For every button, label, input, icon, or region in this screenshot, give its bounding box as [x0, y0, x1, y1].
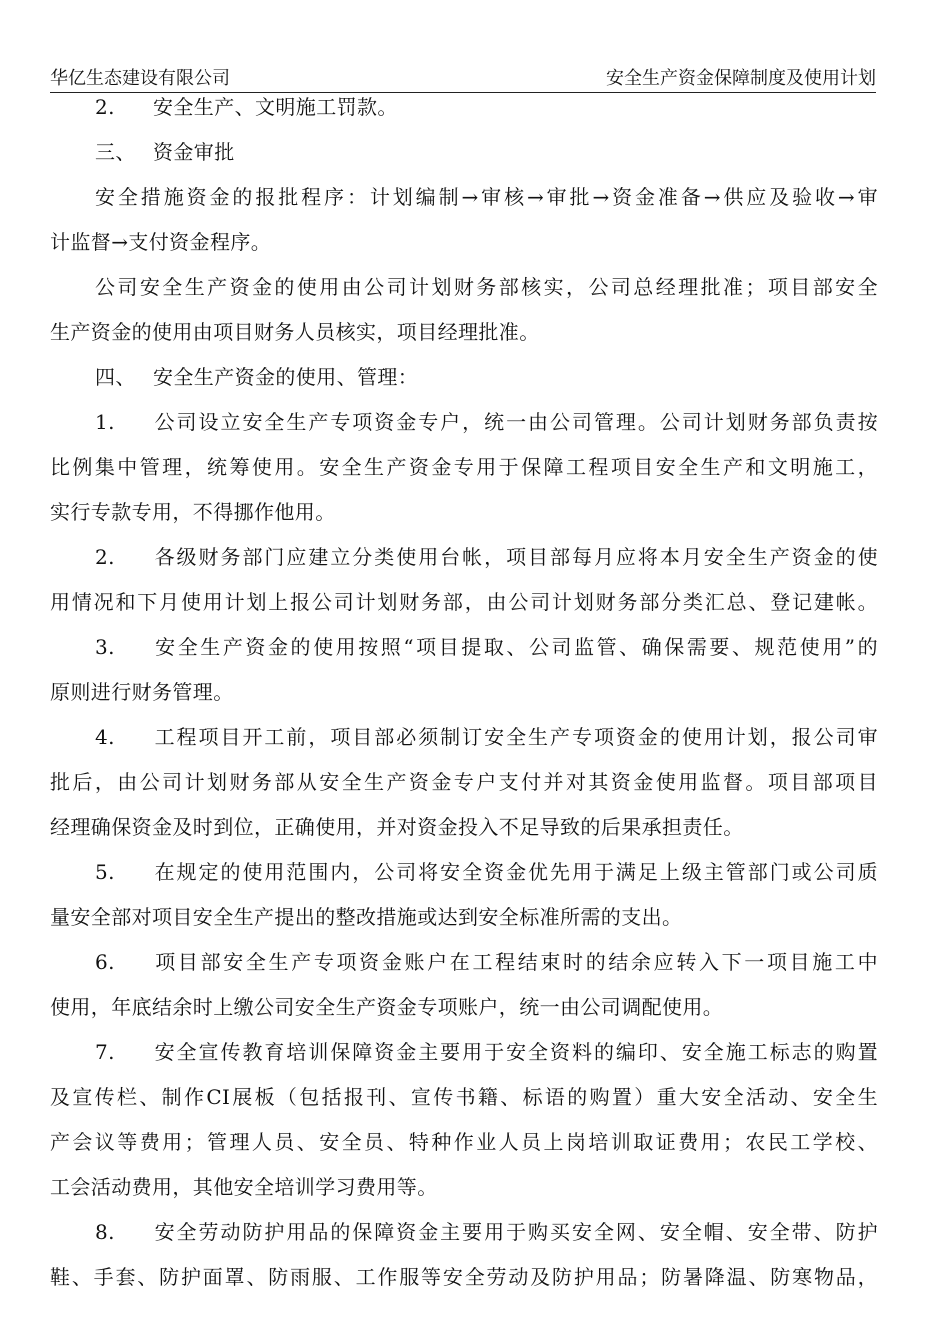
text-line	[50, 940, 878, 985]
text-line	[50, 175, 878, 220]
line-text: 比例集中管理，统筹使用。安全生产资金专用于保障工程项目安全生产和文明施工，	[50, 455, 878, 479]
line-text: 用情况和下月使用计划上报公司计划财务部，由公司计划财务部分类汇总、登记建帐。	[50, 590, 878, 614]
text-line	[50, 1165, 878, 1210]
text-line	[50, 220, 878, 265]
item-number: 5.	[95, 860, 115, 884]
text-line	[50, 85, 878, 130]
text-line	[50, 535, 878, 580]
line-text: 经理确保资金及时到位，正确使用，并对资金投入不足导致的后果承担责任。	[50, 815, 744, 839]
item-number: 8.	[95, 1220, 115, 1244]
text-line	[50, 670, 878, 715]
line-text: 生产资金的使用由项目财务人员核实，项目经理批准。	[50, 320, 540, 344]
line-text: 实行专款专用，不得挪作他用。	[50, 500, 336, 524]
line-text: 鞋、手套、防护面罩、防雨服、工作服等安全劳动及防护用品；防暑降温、防寒物品，	[50, 1265, 878, 1289]
line-text: 各级财务部门应建立分类使用台帐，项目部每月应将本月安全生产资金的使	[153, 545, 878, 569]
item-number: 2.	[95, 95, 115, 119]
document-body	[50, 85, 878, 1300]
line-text: 项目部安全生产专项资金账户在工程结束时的结余应转入下一项目施工中	[153, 950, 878, 974]
line-text: 资金审批	[153, 140, 235, 164]
item-number: 1.	[95, 410, 115, 434]
text-line	[50, 1030, 878, 1075]
line-text: 在规定的使用范围内，公司将安全资金优先用于满足上级主管部门或公司质	[153, 860, 878, 884]
item-number: 6.	[95, 950, 115, 974]
text-line	[50, 1120, 878, 1165]
text-line	[50, 715, 878, 760]
line-text: 公司安全生产资金的使用由公司计划财务部核实，公司总经理批准；项目部安全	[95, 275, 878, 299]
line-text: 工会活动费用，其他安全培训学习费用等。	[50, 1175, 438, 1199]
text-line	[50, 130, 878, 175]
line-text: 安全生产资金的使用按照“项目提取、公司监管、确保需要、规范使用”的	[153, 635, 878, 659]
item-number: 2.	[95, 545, 115, 569]
line-text: 计监督→支付资金程序。	[50, 230, 272, 254]
text-line	[50, 1210, 878, 1255]
item-number: 四、	[95, 365, 136, 389]
line-text: 原则进行财务管理。	[50, 680, 234, 704]
company-name: 华亿生态建设有限公司	[50, 68, 230, 89]
item-number: 3.	[95, 635, 115, 659]
line-text: 公司设立安全生产专项资金专户，统一由公司管理。公司计划财务部负责按	[153, 410, 878, 434]
text-line	[50, 580, 878, 625]
text-line	[50, 805, 878, 850]
text-line	[50, 850, 878, 895]
line-text: 使用，年底结余时上缴公司安全生产资金专项账户，统一由公司调配使用。	[50, 995, 724, 1019]
line-text: 安全生产资金的使用、管理：	[153, 365, 419, 389]
text-line	[50, 625, 878, 670]
document-title: 安全生产资金保障制度及使用计划	[606, 68, 876, 89]
line-text: 量安全部对项目安全生产提出的整改措施或达到安全标准所需的支出。	[50, 905, 683, 929]
line-text: 批后，由公司计划财务部从安全生产资金专户支付并对其资金使用监督。项目部项目	[50, 770, 878, 794]
line-text: 产会议等费用；管理人员、安全员、特种作业人员上岗培训取证费用；农民工学校、	[50, 1130, 878, 1154]
line-text: 安全生产、文明施工罚款。	[153, 95, 398, 119]
item-number: 4.	[95, 725, 115, 749]
line-text: 安全宣传教育培训保障资金主要用于安全资料的编印、安全施工标志的购置	[153, 1040, 878, 1064]
line-text: 安全劳动防护用品的保障资金主要用于购买安全网、安全帽、安全带、防护	[153, 1220, 878, 1244]
line-text: 安全措施资金的报批程序：计划编制→审核→审批→资金准备→供应及验收→审	[95, 185, 878, 209]
line-text: 工程项目开工前，项目部必须制订安全生产专项资金的使用计划，报公司审	[153, 725, 878, 749]
item-number: 7.	[95, 1040, 115, 1064]
text-line	[50, 265, 878, 310]
text-line	[50, 445, 878, 490]
text-line	[50, 895, 878, 940]
text-line	[50, 310, 878, 355]
text-line	[50, 490, 878, 535]
text-line	[50, 985, 878, 1030]
text-line	[50, 1255, 878, 1300]
text-line	[50, 355, 878, 400]
line-text: 及宣传栏、制作CI展板（包括报刊、宣传书籍、标语的购置）重大安全活动、安全生	[50, 1085, 878, 1109]
item-number: 三、	[95, 140, 136, 164]
text-line	[50, 400, 878, 445]
text-line	[50, 760, 878, 805]
text-line	[50, 1075, 878, 1120]
